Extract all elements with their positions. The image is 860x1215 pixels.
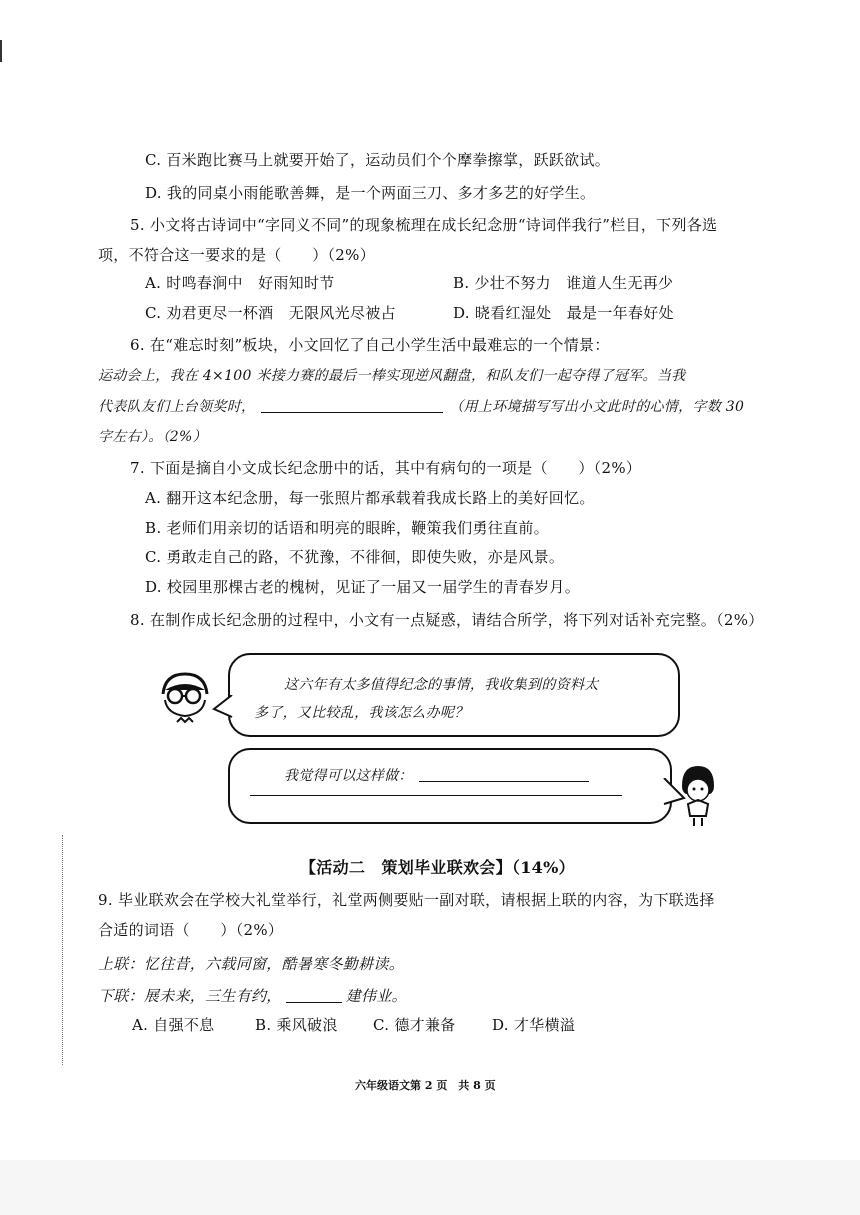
- q4-option-c: C. 百米跑比赛马上就要开始了，运动员们个个摩拳擦掌，跃跃欲试。: [145, 151, 611, 169]
- q7-option-b: B. 老师们用亲切的话语和明亮的眼眸，鞭策我们勇往直前。: [145, 519, 549, 537]
- bubble1-line1: 这六年有太多值得纪念的事情，我收集到的资料太: [284, 677, 599, 693]
- q9-stem-line2: 合适的词语（ ）（2%）: [98, 921, 284, 939]
- q7-option-c: C. 勇敢走自己的路，不犹豫，不徘徊，即使失败，亦是风景。: [145, 548, 565, 566]
- q6-stem: 6. 在“难忘时刻”板块，小文回忆了自己小学生活中最难忘的一个情景：: [130, 336, 610, 354]
- q9-lower-couplet: [98, 986, 407, 1006]
- q7-option-a: A. 翻开这本纪念册，每一张照片都承载着我成长路上的美好回忆。: [145, 489, 595, 507]
- boy-with-glasses-icon: [155, 670, 215, 730]
- q5-stem-line1: 5. 小文将古诗词中“字同义不同”的现象梳理在成长纪念册“诗词伴我行”栏目，下列各选: [130, 216, 718, 234]
- q9-stem-line1: 9. 毕业联欢会在学校大礼堂举行，礼堂两侧要贴一副对联，请根据上联的内容，为下联选择: [98, 891, 715, 909]
- q5-option-d: D. 晓看红湿处 最是一年春好处: [453, 304, 674, 322]
- q9-answer-blank[interactable]: [286, 988, 342, 1003]
- bubble1-tail: [212, 695, 234, 721]
- scan-bottom-shade: [0, 1160, 860, 1215]
- q7-stem: 7. 下面是摘自小文成长纪念册中的话，其中有病句的一项是（ ）（2%）: [130, 459, 642, 477]
- girl-icon: [676, 764, 720, 830]
- q6-passage-lead: 代表队友们上台领奖时，: [98, 399, 256, 415]
- q6-passage-line2: [98, 397, 744, 417]
- scan-edge-dots: [62, 835, 63, 1065]
- bubble2-prompt: 我觉得可以这样做：: [284, 768, 413, 784]
- q8-answer-blank-1[interactable]: [419, 767, 589, 782]
- answer-speech-bubble: [228, 748, 672, 824]
- q6-passage-line3: 字左右）。（2%）: [98, 429, 207, 445]
- q7-option-d: D. 校园里那棵古老的槐树，见证了一届又一届学生的青春岁月。: [145, 578, 581, 596]
- q4-option-d: D. 我的同桌小雨能歌善舞，是一个两面三刀、多才多艺的好学生。: [145, 184, 596, 202]
- q5-option-a: A. 时鸣春涧中 好雨知时节: [145, 274, 335, 292]
- q9-lower-tail: 建伟业。: [345, 987, 407, 1005]
- q6-passage-line1: 运动会上，我在 4×100 米接力赛的最后一棒实现逆风翻盘，和队友们一起夺得了冠军。当我: [98, 368, 686, 384]
- q8-stem: 8. 在制作成长纪念册的过程中，小文有一点疑惑，请结合所学，将下列对话补充完整。（2%）: [130, 611, 764, 629]
- bubble2-line1: [284, 766, 589, 786]
- q5-stem-line2: 项，不符合这一要求的是（ ）（2%）: [98, 246, 375, 264]
- q9-option-a: A. 自强不息: [132, 1016, 215, 1034]
- scan-edge-mark: [0, 40, 2, 62]
- q6-answer-blank[interactable]: [261, 398, 443, 413]
- q8-answer-blank-2[interactable]: [250, 795, 622, 796]
- q5-option-c: C. 劝君更尽一杯酒 无限风光尽被占: [145, 304, 396, 322]
- q6-passage-instruction: （用上环境描写写出小文此时的心情，字数 30: [449, 399, 745, 415]
- q9-upper-couplet: 上联：忆往昔，六载同窗，酷暑寒冬勤耕读。: [98, 955, 405, 973]
- bubble1-line2: 多了，又比较乱，我该怎么办呢？: [254, 705, 469, 721]
- q9-option-d: D. 才华横溢: [492, 1016, 576, 1034]
- page-footer: 六年级语文第 2 页 共 8 页: [355, 1079, 496, 1092]
- question-speech-bubble: [228, 653, 680, 737]
- q5-option-b: B. 少壮不努力 谁道人生无再少: [453, 274, 674, 292]
- q9-option-c: C. 德才兼备: [373, 1016, 456, 1034]
- q9-lower-lead: 下联：展未来，三生有约，: [98, 987, 282, 1005]
- activity2-heading: 【活动二 策划毕业联欢会】（14%）: [300, 858, 575, 877]
- q9-option-b: B. 乘风破浪: [255, 1016, 338, 1034]
